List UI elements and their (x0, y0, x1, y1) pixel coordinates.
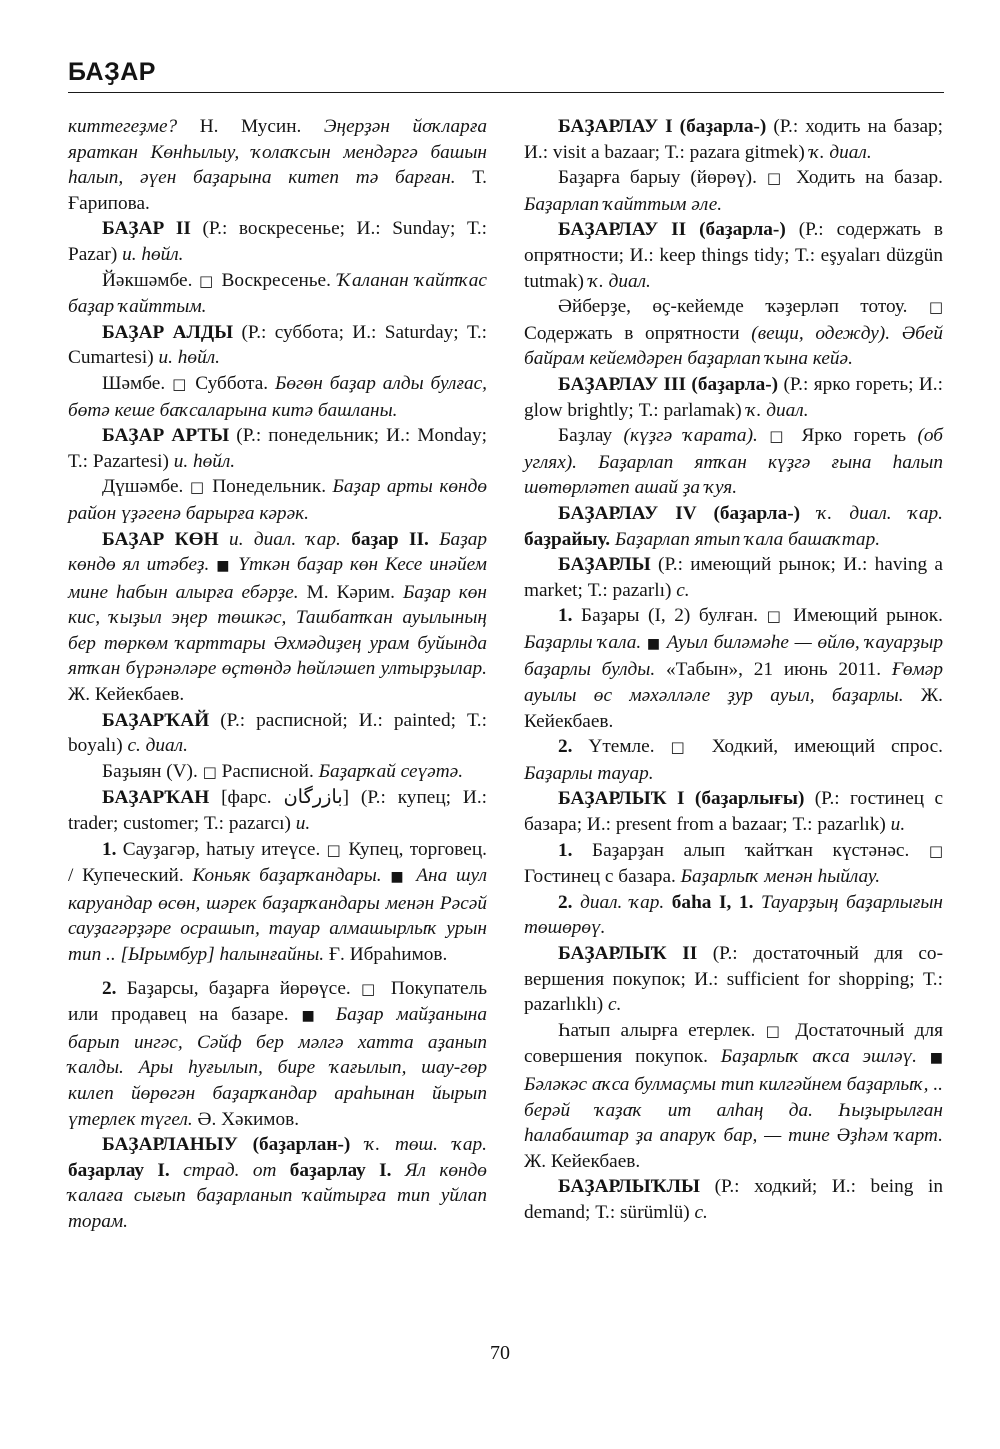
text-run: Купец, торговец. / Купеческий. (68, 838, 487, 887)
text-run: (Р.: гостинец с базара; И.: present from a bazaar; Т.: pazarlık) (524, 788, 944, 836)
entry-paragraph (524, 890, 943, 941)
italic-text: Баҙар көндө ял итәбеҙ. (68, 528, 488, 576)
text-run: «Табын», 21 июнь 2011. (655, 659, 892, 681)
entry-paragraph (524, 838, 943, 890)
italic-text: Эңерҙән йоҡларға яраткан Көнһылыу, ҡолаҡсын мендәргә башын һалып, әүен баҙарына китеп тә барған. (68, 116, 487, 189)
headword-text: 2. (558, 891, 573, 913)
text-run (323, 1004, 336, 1025)
italic-text: Ана шул каруандар өсөн, шәрек баҙарҡандары менән Рәсәй сауҙагәрҙәре осрашып, тауар алмашырлыҡ урын тип .. [Ырымбур] һалынғайны. (68, 865, 487, 965)
square-marker: ■ (301, 1008, 323, 1025)
text-run: Содержать в опрятности (524, 322, 752, 344)
entry-paragraph (524, 552, 943, 603)
headword-text: БАҘАРЛАУ IV (баҙарла-) (558, 502, 801, 524)
headword-text: БАҘАРЛЫҠЛЫ (558, 1176, 700, 1198)
italic-text: ҡ. диал. (809, 141, 872, 163)
text-run: (Р.: понедельник; И.: Monday; Т.: Pazartesi) (68, 425, 487, 472)
text-run: Расписной. (216, 760, 319, 782)
text-run (219, 529, 229, 550)
headword-text: БАҘАР АРТЫ (102, 425, 230, 447)
entry-paragraph (68, 785, 487, 836)
text-run (429, 529, 439, 550)
entry-paragraph (68, 268, 487, 320)
text-run: (Р.: содержать в опрятности; И.: keep things tidy; Т.: eşyaları düzgün tutmak) (524, 219, 943, 292)
square-marker: ■ (646, 635, 662, 652)
entry-paragraph (68, 976, 487, 1133)
italic-text: и. һөйл. (158, 347, 220, 369)
headword-text: БАҘАРҠАН (102, 787, 210, 809)
headword-text: баҙарлау I. (289, 1159, 392, 1181)
text-run (276, 1160, 289, 1181)
italic-text: Баҙарлап ятҡан күҙгә ғына һалып шөтөрләтеп ашай ҙа ҡуя. (524, 451, 943, 499)
italic-text: Бөгөн баҙар алды булғас, бөтә кеше баҡсаларына китә башланы. (68, 372, 487, 421)
text-run: Һатып алырға етерлек. (558, 1019, 766, 1041)
italic-text: Баҙарҡай сеүәтә. (318, 760, 464, 782)
headword-text: БАҘАР КӨН (102, 528, 219, 550)
headword-text: 1. (558, 605, 573, 627)
left-column (68, 114, 487, 1235)
text-run: (Р.: достаточный для совершения покупок; И.: sufficient for shopping; Т.: pazarlıklı) (524, 943, 943, 1016)
headword-text: баҙарлау I. (68, 1159, 170, 1181)
headword-text: баҙрайыу. (524, 528, 611, 550)
italic-text: с. (676, 579, 690, 601)
text-run: Ярко гореть (790, 425, 918, 447)
box-marker: □ (670, 738, 696, 757)
text-run (408, 865, 417, 886)
text-run: Ж. Кейекбаев. (524, 685, 943, 732)
text-run (350, 1134, 365, 1155)
headword-text: БАҘАРЛАУ I (баҙарла-) (558, 116, 767, 137)
entry-paragraph (524, 372, 943, 423)
text-run (341, 529, 351, 550)
box-marker: □ (198, 271, 215, 290)
text-run: Баҙарсы, баҙарға йөрөүсе. (116, 977, 362, 999)
box-marker: □ (928, 298, 943, 317)
right-column (524, 114, 943, 1226)
entry-paragraph (68, 320, 487, 371)
text-run (753, 892, 761, 913)
entry-paragraph (524, 1018, 943, 1175)
text-run: (Р.: имеющий рынок; И.: having a market; Т.: pazarlı) (524, 554, 943, 601)
italic-text: страд. от (183, 1159, 277, 1181)
headword-text: БАҘАРЛАУ II (баҙарла-) (558, 219, 786, 241)
text-run (572, 892, 580, 913)
entry-paragraph (68, 527, 487, 708)
italic-text: Баҙар майҙанына барып ингәс, Сәйф бер мәлгә хатта аҙанып ҡалды. Ары һуғылып, бире ҡағылып, шау-гөр килеп йөрөгән баҙарҡандар араһынан йырып үтерлек түгел. (68, 1004, 487, 1130)
italic-text: Баҙарлы тауар. (524, 762, 654, 784)
entry-paragraph (524, 423, 943, 501)
text-run: Үтемле. (572, 736, 671, 758)
text-run: Ә. Хәкимов. (192, 1108, 300, 1130)
box-marker: □ (928, 841, 943, 860)
text-run: Т. Ғарипова. (68, 167, 487, 214)
text-run: Ж. Кейекбаев. (68, 684, 185, 706)
italic-text: с. (694, 1201, 708, 1223)
box-marker: □ (361, 979, 381, 998)
header-rule (68, 92, 944, 93)
italic-text: Үткән баҙар көн Кесе инәйем мине һабын алырға ебәрҙе. (68, 554, 487, 603)
running-head: БАҘАР (68, 58, 156, 86)
headword-text: баҙар II. (351, 528, 429, 550)
italic-text: Ауыл биләмәһе — өйлө, ҡауарҙыр баҙарлы булды. (524, 631, 944, 681)
headword-text: БАҘАР II (102, 218, 191, 240)
box-marker: □ (202, 762, 217, 781)
text-run (577, 452, 598, 473)
italic-text: Коньяк баҙарҡандары. (192, 865, 382, 887)
headword-text: БАҘАРЛЫҠ I (баҙарлығы) (558, 788, 805, 810)
box-marker: □ (766, 169, 787, 188)
box-marker: □ (769, 427, 791, 446)
text-run (758, 425, 769, 446)
text-run: Ходить на базар. (786, 167, 943, 189)
italic-text: Ғөмәр ауылы өс мәхәлләле ҙур ауыл, баҙарлы. (524, 659, 943, 707)
text-run: Шәмбе. (102, 372, 173, 394)
headword-text: 2. (102, 977, 117, 999)
entry-paragraph (524, 294, 943, 372)
text-run: Ғ. Ибраһимов. (324, 944, 448, 965)
italic-text: ҡ. төш. ҡар. (365, 1134, 488, 1156)
italic-text: и. (890, 814, 906, 836)
italic-text: ҡ. диал. (588, 270, 651, 292)
entry-paragraph (68, 837, 487, 968)
box-marker: □ (766, 607, 785, 626)
italic-text: с. диал. (127, 735, 188, 757)
entry-paragraph (524, 501, 943, 552)
italic-text: (күҙгә ҡарата). (623, 425, 758, 447)
headword-text: БАҘАРЛАУ III (баҙарла-) (558, 373, 779, 395)
italic-text: Баҙар арты көндө район үҙәгенә барырға кәрәк. (68, 476, 487, 524)
entry-paragraph (68, 759, 487, 786)
square-marker: ■ (929, 1050, 943, 1067)
italic-text: и. диал. ҡар. (229, 528, 341, 550)
text-run: Гостинец с базара. (524, 866, 681, 888)
italic-text: и. һөйл. (173, 450, 236, 472)
italic-text: и. (295, 813, 311, 835)
text-run: Н. Мусин. (177, 116, 324, 137)
italic-text: с. (608, 994, 622, 1016)
entry-paragraph (524, 941, 943, 1018)
text-run: (Р.: ярко гореть; И.: glow brightly; Т.: parlamak) (524, 373, 943, 421)
entry-paragraph (68, 423, 487, 474)
text-run: [фарс. بازرگان] (Р.: купец; И.: trader; customer; Т.: pazarcı) (68, 787, 487, 835)
text-run: Ходкий, имеющий спрос. (695, 736, 943, 758)
text-run (170, 1160, 183, 1181)
italic-text: Бәләкәс аҡса булмаҫмы тип килгәйнем баҙарлыҡ, .. берәй ҡаҙаҡ ит алһаң да. Һыҙырылған һалабаштар ҙа апаруҡ бар, — тине Әҙһәм ҡарт. (524, 1073, 943, 1147)
entry-paragraph (68, 474, 487, 526)
italic-text: Баҙарлыҡ менән һыйлау. (680, 866, 881, 888)
text-run (392, 1160, 405, 1181)
italic-text: и. һөйл. (122, 243, 184, 265)
square-marker: ■ (390, 869, 408, 886)
text-run: М. Кәрим. (298, 581, 403, 603)
box-marker: □ (765, 1021, 786, 1040)
headword-text: БАҘАРЛАНЫУ (баҙарлан-) (102, 1134, 351, 1156)
text-run: Покупатель или продавец на базаре. (68, 977, 487, 1026)
entry-paragraph (68, 114, 487, 216)
entry-paragraph (68, 708, 487, 759)
italic-text: Баҙарлы ҡала. (524, 631, 642, 653)
headword-text: БАҘАРҠАЙ (102, 709, 210, 731)
headword-text: БАҘАРЛЫ (558, 554, 651, 576)
headword-text: 1. (558, 839, 573, 861)
text-run: Әйберҙе, өҫ-кейемде ҡәҙерләп тотоу. (558, 296, 929, 318)
text-run: Имеющий рынок. (784, 605, 943, 627)
box-marker: □ (326, 840, 343, 859)
entry-paragraph (68, 216, 487, 267)
text-run: Дүшәмбе. (102, 476, 190, 498)
text-run: Достаточный для совершения покупок. (524, 1019, 943, 1068)
box-marker: □ (172, 374, 189, 393)
entry-paragraph (524, 786, 943, 837)
italic-text: Ҡаланан ҡайтҡас баҙар ҡайттым. (68, 269, 487, 318)
headword-text: БАҘАРЛЫҠ II (558, 943, 698, 964)
text-run: Сауҙагәр, һатыу итеүсе. (116, 838, 327, 860)
headword-text: 1. (102, 838, 117, 860)
text-run: Баҙары (I, 2) булған. (572, 605, 767, 627)
entry-paragraph (524, 114, 943, 165)
italic-text: Әбей байрам кейемдәрен баҙарлап ҡына кейә. (524, 322, 943, 370)
text-run (890, 323, 902, 344)
text-run: Ж. Кейекбаев. (524, 1150, 641, 1172)
italic-text: (вещи, одежду). (751, 322, 891, 344)
italic-text: (об углях). (524, 425, 943, 473)
headword-text: 2. (558, 736, 573, 758)
text-run: Понедельник. (205, 476, 333, 498)
text-run: Воскресенье. (214, 269, 338, 291)
square-marker: ■ (216, 558, 232, 575)
text-run: Йәкшәмбе. (102, 269, 199, 291)
entry-paragraph (524, 734, 943, 786)
text-run: Баҙыян (V). (102, 760, 203, 782)
text-run: (Р.: суббота; И.: Saturday; Т.: Cumartesi) (68, 321, 487, 369)
page-number: 70 (490, 1342, 510, 1364)
text-run: (Р.: расписной; И.: painted; Т.: boyalı) (68, 709, 487, 757)
text-run (664, 892, 672, 913)
entry-paragraph (68, 1132, 487, 1234)
italic-text: ҡ. диал. ҡар. (817, 502, 943, 524)
entry-paragraph (524, 165, 943, 217)
text-run: Баҙлау (558, 425, 624, 447)
italic-text: Баҙарлап ҡайттым әле. (524, 193, 723, 215)
entry-paragraph (524, 1174, 943, 1225)
text-run: Баҙарҙан алып ҡайтҡан күстәнәс. (572, 839, 929, 861)
italic-text: диал. ҡар. (580, 891, 665, 913)
text-run: Суббота. (188, 372, 276, 394)
entry-paragraph (524, 603, 943, 734)
entry-paragraph (524, 217, 943, 294)
headword-text: баһа I, 1. (671, 891, 754, 913)
entry-paragraph (68, 371, 487, 423)
italic-text: Баҙарлыҡ аҡса эшләү. (720, 1046, 917, 1068)
italic-text: Баҙарлап ятып ҡала башаҡтар. (614, 528, 881, 550)
text-run: Баҙарға барыу (йөрөү). (558, 167, 767, 189)
italic-text: Тауарҙың баҙарлығын төшөрөү. (524, 891, 943, 939)
italic-text: ҡ. диал. (746, 399, 809, 421)
text-run (800, 503, 817, 524)
italic-text: киттегеҙме? (68, 116, 178, 137)
headword-text: БАҘАР АЛДЫ (102, 321, 234, 343)
italic-text: Ял көндө ҡалаға сығып баҙарланып ҡайтырға тип уйлап торам. (68, 1159, 487, 1232)
text-run: (Р.: воскресенье; И.: Sunday; Т.: Pazar) (68, 218, 487, 265)
text-run: (Р.: ходить на базар; И.: visit a bazaar; Т.: pazara gitmek) (524, 116, 943, 163)
italic-text: Баҙар көн кис, ҡыҙыл эңер төшкәс, Ташбатҡан ауылының бер төркөм ҡарттары Әхмәдиҙең урам буйында ятҡан бүрәнәләре өҫтөндә һөйләшеп ултырҙылар. (68, 581, 487, 680)
text-run: (Р.: ходкий; И.: being in demand; Т.: sürümlü) (524, 1176, 943, 1223)
box-marker: □ (189, 478, 206, 497)
text-run (917, 1046, 930, 1067)
